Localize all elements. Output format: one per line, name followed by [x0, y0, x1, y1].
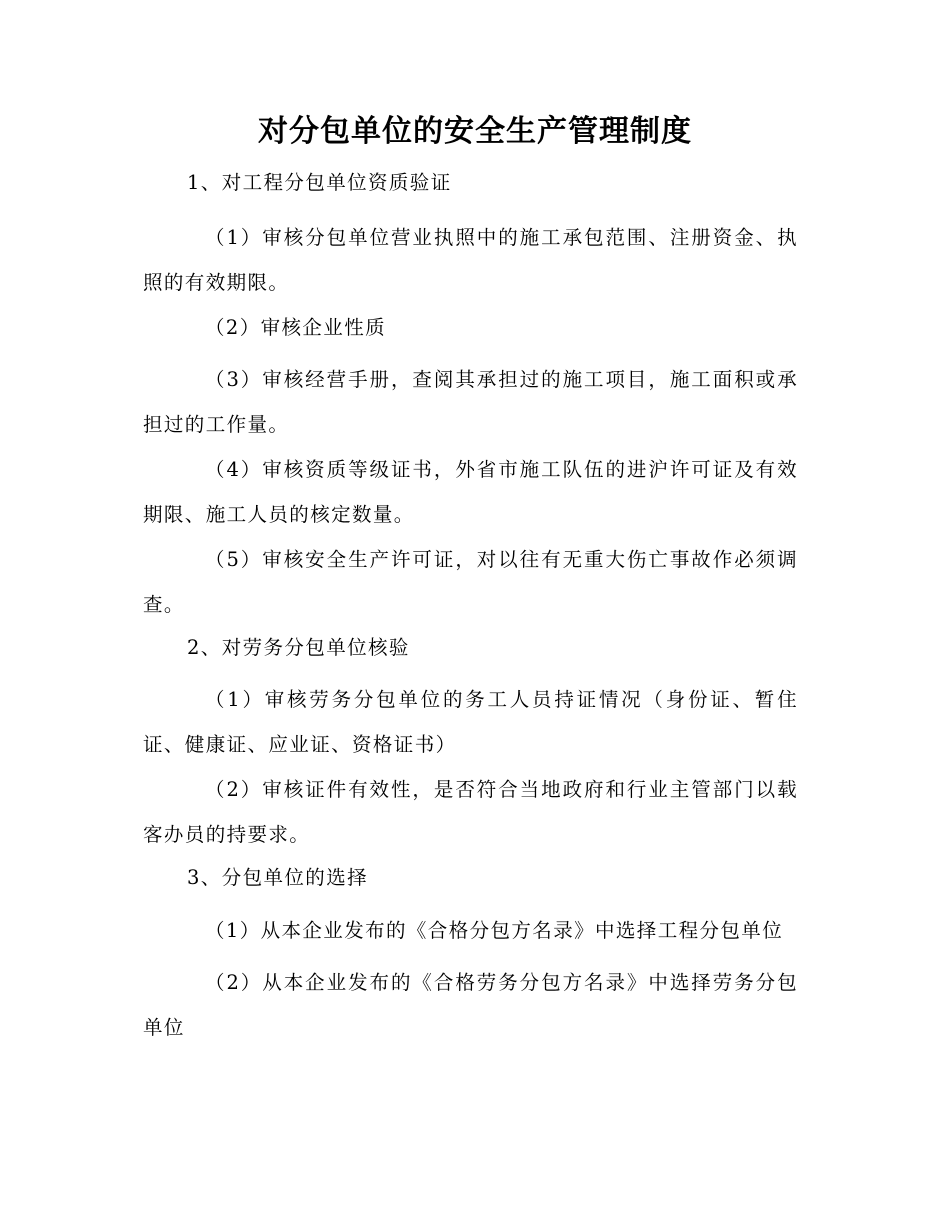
section-heading-1: 1、对工程分包单位资质验证 [187, 171, 452, 194]
section-2-item-2: （2）审核证件有效性，是否符合当地政府和行业主管部门以载客办员的持要求。 [143, 778, 798, 846]
section-1-item-3: （3）审核经营手册，查阅其承担过的施工项目，施工面积或承担过的工作量。 [143, 368, 798, 436]
section-1-item-1: （1）审核分包单位营业执照中的施工承包范围、注册资金、执照的有效期限。 [143, 226, 798, 294]
section-3-item-1: （1）从本企业发布的《合格分包方名录》中选择工程分包单位 [205, 919, 784, 942]
document-title: 对分包单位的安全生产管理制度 [258, 114, 692, 149]
section-2-item-1: （1）审核劳务分包单位的务工人员持证情况（身份证、暂住证、健康证、应业证、资格证书） [143, 688, 798, 756]
section-1-item-2: （2）审核企业性质 [205, 316, 387, 339]
section-heading-3: 3、分包单位的选择 [187, 866, 369, 889]
section-1-item-4: （4）审核资质等级证书，外省市施工队伍的进沪许可证及有效期限、施工人员的核定数量。 [143, 458, 798, 526]
section-heading-2: 2、对劳务分包单位核验 [187, 636, 410, 659]
section-1-item-5: （5）审核安全生产许可证，对以往有无重大伤亡事故作必须调查。 [143, 548, 798, 616]
section-3-item-2: （2）从本企业发布的《合格劳务分包方名录》中选择劳务分包单位 [143, 971, 798, 1039]
